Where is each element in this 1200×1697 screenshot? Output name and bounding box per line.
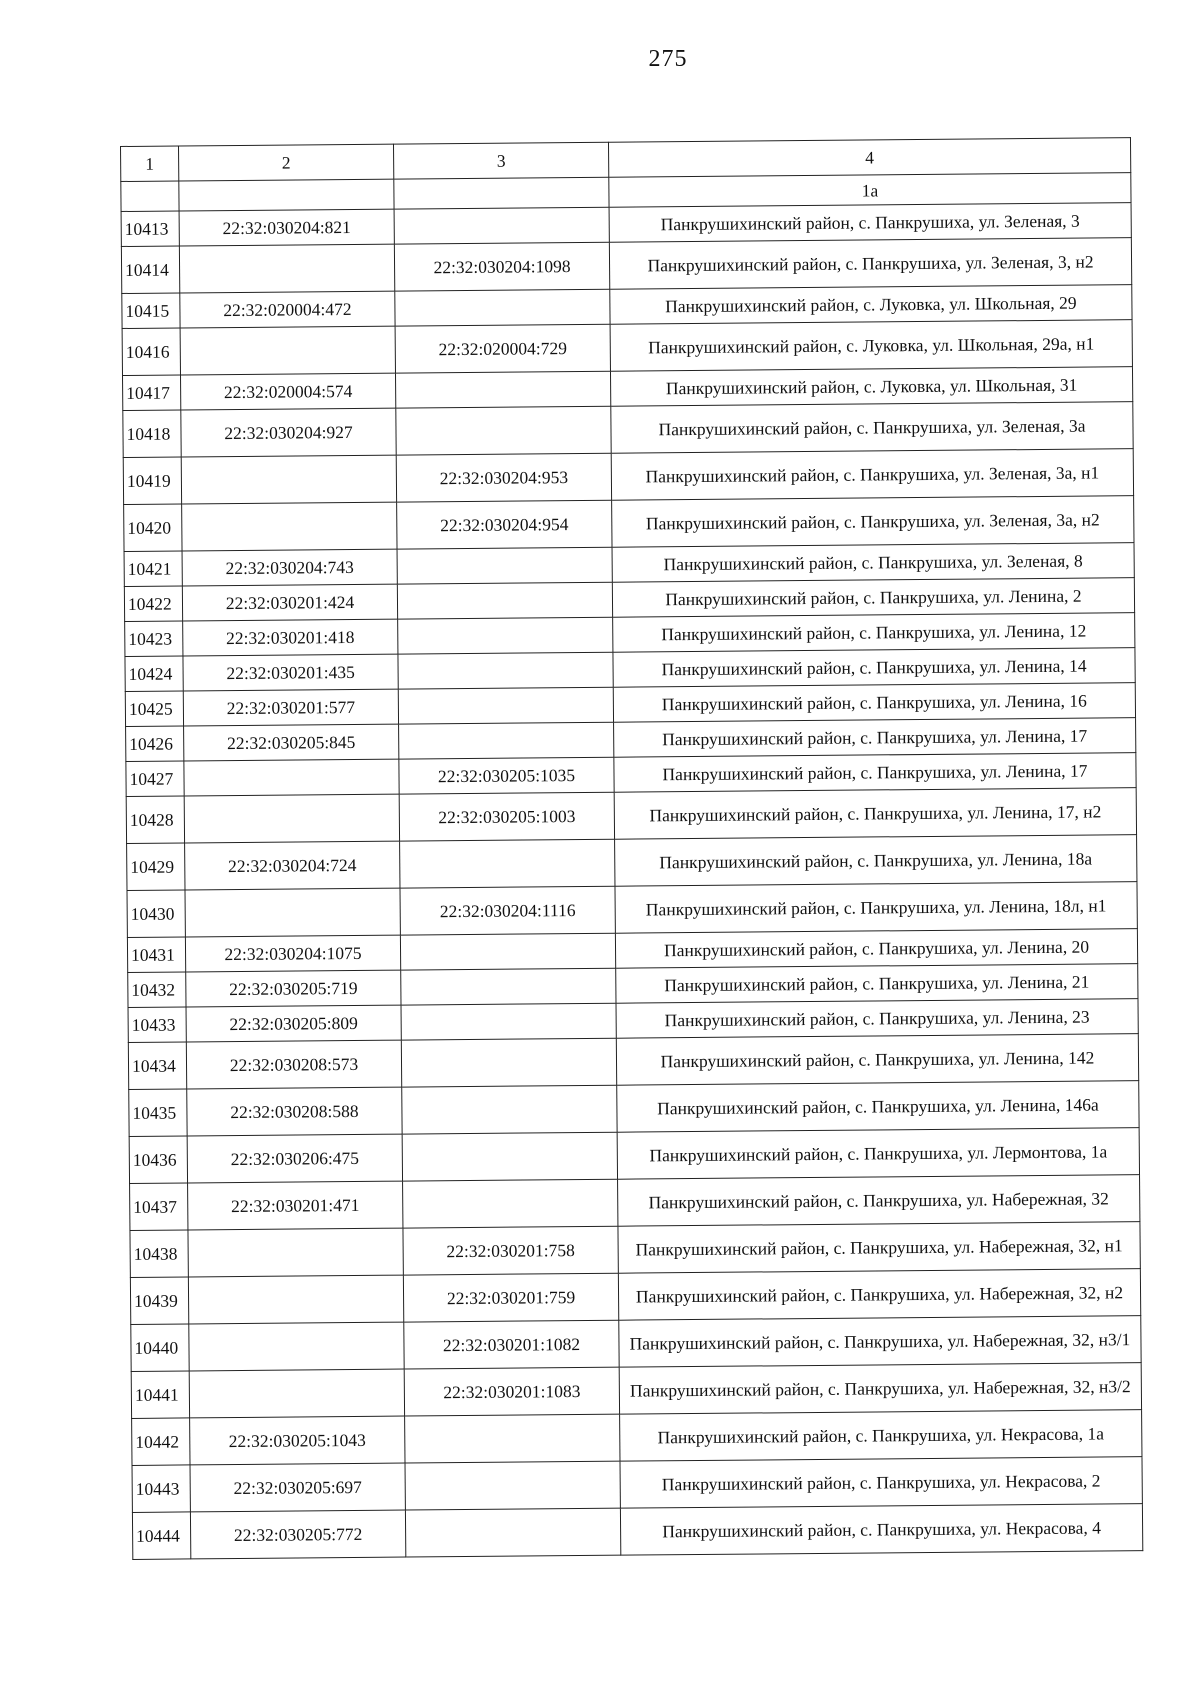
address-cell: Панкрушихинский район, с. Панкрушиха, ул. Некрасова, 4 [620,1504,1142,1556]
cadastral-number-cell [189,1322,404,1371]
address-cell: Панкрушихинский район, с. Панкрушиха, ул. Набережная, 32, н3/1 [619,1316,1141,1368]
row-number-cell: 10422 [124,586,182,622]
table-body [121,203,1143,1560]
row-number-cell: 10424 [125,656,183,692]
address-cell: Панкрушихинский район, с. Панкрушиха, ул. Зеленая, 3, н2 [609,238,1131,290]
row-number-cell: 10420 [124,504,182,552]
address-cell: Панкрушихинский район, с. Панкрушиха, ул. Зеленая, 3а, н2 [612,496,1134,548]
address-cell: Панкрушихинский район, с. Панкрушиха, ул. Зеленая, 8 [612,543,1134,583]
cadastral-number-cell: 22:32:030201:577 [183,689,398,726]
row-number-cell: 10438 [130,1230,188,1278]
address-cell: Панкрушихинский район, с. Панкрушиха, ул. Зеленая, 3а, н1 [611,449,1133,501]
address-cell: Панкрушихинский район, с. Панкрушиха, ул. Набережная, 32, н1 [618,1222,1140,1274]
cadastral-number-cell: 22:32:030201:435 [183,654,398,691]
address-cell: Панкрушихинский район, с. Панкрушиха, ул. Ленина, 23 [616,999,1138,1039]
address-cell: Панкрушихинский район, с. Луковка, ул. Школьная, 31 [610,367,1132,407]
subheader-cell-2 [179,179,394,211]
premises-cadastral-number-cell [403,1179,618,1228]
premises-cadastral-number-cell: 22:32:030201:759 [403,1273,618,1322]
row-number-cell: 10429 [127,843,185,891]
premises-cadastral-number-cell [394,207,609,244]
premises-cadastral-number-cell: 22:32:030201:1083 [404,1367,619,1416]
address-cell: Панкрушихинский район, с. Панкрушиха, ул. Набережная, 32 [618,1175,1140,1227]
cadastral-number-cell [184,759,399,796]
subheader-cell-3 [394,177,609,209]
row-number-cell: 10418 [123,410,181,458]
premises-cadastral-number-cell [395,289,610,326]
address-cell: Панкрушихинский район, с. Панкрушиха, ул. Ленина, 146а [617,1081,1139,1133]
address-cell: Панкрушихинский район, с. Панкрушиха, ул. Ленина, 2 [612,578,1134,618]
address-cell: Панкрушихинский район, с. Панкрушиха, ул. Ленина, 21 [616,964,1138,1004]
cadastral-number-cell: 22:32:030201:424 [182,584,397,621]
premises-cadastral-number-cell: 22:32:030205:1035 [399,757,614,794]
row-number-cell: 10444 [132,1512,190,1560]
row-number-cell: 10427 [126,761,184,797]
row-number-cell: 10439 [130,1277,188,1325]
premises-cadastral-number-cell [400,839,615,888]
row-number-cell: 10440 [131,1324,189,1372]
premises-cadastral-number-cell [396,406,611,455]
column-header-1: 1 [121,146,179,182]
address-cell: Панкрушихинский район, с. Панкрушиха, ул. Ленина, 17, н2 [614,788,1136,840]
address-cell: Панкрушихинский район, с. Панкрушиха, ул. Ленина, 12 [613,613,1135,653]
row-number-cell: 10426 [126,726,184,762]
cadastral-number-cell: 22:32:030205:719 [186,970,401,1007]
cadastral-number-cell: 22:32:030205:809 [186,1005,401,1042]
row-number-cell: 10417 [123,375,181,411]
cadastral-number-cell [180,326,395,375]
row-number-cell: 10433 [128,1007,186,1043]
premises-cadastral-number-cell [397,547,612,584]
address-cell: Панкрушихинский район, с. Панкрушиха, ул. Ленина, 16 [613,683,1135,723]
subheader-cell-4: 1а [609,173,1131,208]
row-number-cell: 10441 [131,1371,189,1419]
cadastral-number-cell: 22:32:020004:472 [180,291,395,328]
cadastral-number-cell [188,1228,403,1277]
premises-cadastral-number-cell: 22:32:030201:1082 [404,1320,619,1369]
premises-cadastral-number-cell [401,1003,616,1040]
address-cell: Панкрушихинский район, с. Панкрушиха, ул. Некрасова, 1а [620,1410,1142,1462]
row-number-cell: 10419 [123,457,181,505]
cadastral-number-cell: 22:32:030204:927 [181,408,396,457]
premises-cadastral-number-cell: 22:32:030204:953 [396,453,611,502]
cadastral-number-cell: 22:32:030205:772 [190,1510,405,1559]
address-cell: Панкрушихинский район, с. Панкрушиха, ул. Ленина, 17 [614,753,1136,793]
cadastral-number-cell: 22:32:030204:724 [185,841,400,890]
address-cell: Панкрушихинский район, с. Панкрушиха, ул. Ленина, 18л, н1 [615,882,1137,934]
cadastral-number-cell: 22:32:030205:1043 [190,1416,405,1465]
registry-table [120,137,1143,1560]
premises-cadastral-number-cell: 22:32:030205:1003 [399,792,614,841]
premises-cadastral-number-cell [401,968,616,1005]
cadastral-number-cell: 22:32:030205:845 [184,724,399,761]
cadastral-number-cell: 22:32:030201:418 [183,619,398,656]
cadastral-number-cell: 22:32:030205:697 [190,1463,405,1512]
cadastral-number-cell: 22:32:030206:475 [187,1134,402,1183]
premises-cadastral-number-cell: 22:32:030204:1098 [394,242,609,291]
cadastral-number-cell [189,1369,404,1418]
premises-cadastral-number-cell [402,1085,617,1134]
cadastral-number-cell: 22:32:030204:821 [179,209,394,246]
premises-cadastral-number-cell [398,687,613,724]
row-number-cell: 10421 [124,551,182,587]
cadastral-number-cell [182,502,397,551]
premises-cadastral-number-cell [395,371,610,408]
cadastral-number-cell [184,794,399,843]
row-number-cell: 10428 [126,796,184,844]
row-number-cell: 10435 [129,1089,187,1137]
cadastral-number-cell [181,455,396,504]
address-cell: Панкрушихинский район, с. Панкрушиха, ул. Ленина, 14 [613,648,1135,688]
premises-cadastral-number-cell: 22:32:020004:729 [395,324,610,373]
premises-cadastral-number-cell: 22:32:030204:1116 [400,886,615,935]
premises-cadastral-number-cell [405,1461,620,1510]
row-number-cell: 10425 [125,691,183,727]
row-number-cell: 10415 [122,293,180,329]
address-cell: Панкрушихинский район, с. Панкрушиха, ул. Лермонтова, 1а [617,1128,1139,1180]
row-number-cell: 10442 [132,1418,190,1466]
cadastral-number-cell: 22:32:030204:743 [182,549,397,586]
address-cell: Панкрушихинский район, с. Панкрушиха, ул. Набережная, 32, н3/2 [619,1363,1141,1415]
cadastral-number-cell [188,1275,403,1324]
address-cell: Панкрушихинский район, с. Луковка, ул. Школьная, 29а, н1 [610,320,1132,372]
address-cell: Панкрушихинский район, с. Панкрушиха, ул. Некрасова, 2 [620,1457,1142,1509]
row-number-cell: 10431 [127,937,185,973]
address-cell: Панкрушихинский район, с. Панкрушиха, ул. Ленина, 142 [616,1034,1138,1086]
premises-cadastral-number-cell [397,582,612,619]
address-cell: Панкрушихинский район, с. Панкрушиха, ул. Набережная, 32, н2 [618,1269,1140,1321]
address-cell: Панкрушихинский район, с. Панкрушиха, ул. Зеленая, 3 [609,203,1131,243]
premises-cadastral-number-cell [399,722,614,759]
premises-cadastral-number-cell [405,1414,620,1463]
cadastral-number-cell [179,244,394,293]
row-number-cell: 10434 [128,1042,186,1090]
table-row [132,1504,1142,1560]
premises-cadastral-number-cell: 22:32:030201:758 [403,1226,618,1275]
address-cell: Панкрушихинский район, с. Луковка, ул. Школьная, 29 [610,285,1132,325]
premises-cadastral-number-cell [401,1038,616,1087]
cadastral-number-cell: 22:32:030201:471 [188,1181,403,1230]
row-number-cell: 10443 [132,1465,190,1513]
page-number: 275 [648,46,688,72]
row-number-cell: 10430 [127,890,185,938]
cadastral-number-cell: 22:32:030208:573 [186,1040,401,1089]
address-cell: Панкрушихинский район, с. Панкрушиха, ул. Зеленая, 3а [611,402,1133,454]
row-number-cell: 10413 [121,211,179,247]
column-header-2: 2 [179,144,394,181]
address-cell: Панкрушихинский район, с. Панкрушиха, ул. Ленина, 17 [614,718,1136,758]
column-header-4: 4 [608,138,1130,178]
cadastral-number-cell [185,888,400,937]
row-number-cell: 10432 [128,972,186,1008]
premises-cadastral-number-cell [400,933,615,970]
row-number-cell: 10436 [129,1136,187,1184]
premises-cadastral-number-cell: 22:32:030204:954 [397,500,612,549]
row-number-cell: 10423 [125,621,183,657]
cadastral-number-cell: 22:32:020004:574 [181,373,396,410]
cadastral-number-cell: 22:32:030208:588 [187,1087,402,1136]
subheader-cell-1 [121,181,179,212]
cadastral-number-cell: 22:32:030204:1075 [185,935,400,972]
premises-cadastral-number-cell [402,1132,617,1181]
registry-table-wrapper [120,137,1143,1560]
row-number-cell: 10414 [121,246,179,294]
premises-cadastral-number-cell [398,617,613,654]
row-number-cell: 10416 [122,328,180,376]
address-cell: Панкрушихинский район, с. Панкрушиха, ул. Ленина, 18а [615,835,1137,887]
premises-cadastral-number-cell [398,652,613,689]
column-header-3: 3 [393,142,608,179]
row-number-cell: 10437 [130,1183,188,1231]
address-cell: Панкрушихинский район, с. Панкрушиха, ул. Ленина, 20 [615,929,1137,969]
premises-cadastral-number-cell [405,1508,620,1557]
